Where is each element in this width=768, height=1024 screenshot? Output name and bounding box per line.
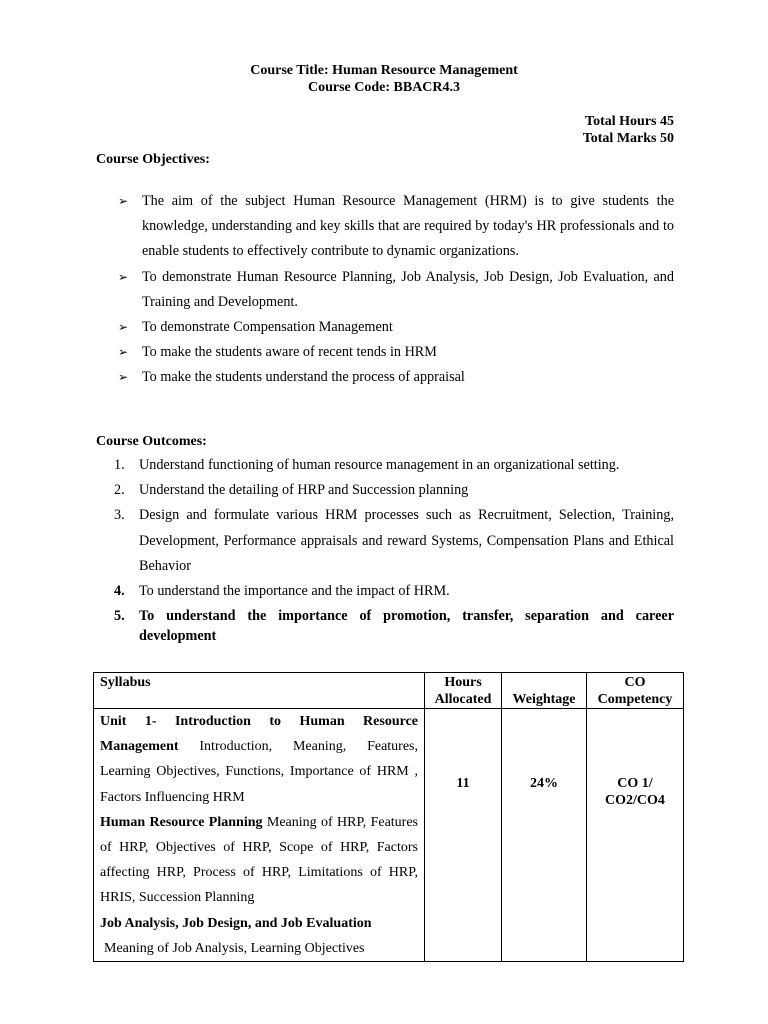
unit1-co: CO 1/ CO2/CO4 [587, 709, 684, 962]
unit1-weightage: 24% [502, 709, 587, 962]
weightage-header: Weightage [502, 673, 587, 709]
objectives-list [118, 189, 674, 391]
hrp-title: Human Resource Planning [100, 814, 263, 830]
outcome-item: 1. Understand functioning of human resource management in an organizational setting. [114, 457, 620, 473]
objective-item: ➢ To demonstrate Compensation Management [118, 315, 674, 340]
bullet-arrow-icon: ➢ [118, 320, 129, 335]
job-analysis-title: Job Analysis, Job Design, and Job Evaluation [100, 915, 372, 931]
bullet-arrow-icon: ➢ [118, 345, 129, 360]
course-code: Course Code: BBACR4.3 [307, 80, 461, 95]
objective-item: ➢ To make the students understand the process of appraisal [118, 365, 674, 390]
bullet-arrow-icon: ➢ [118, 370, 129, 385]
outcomes-heading: Course Outcomes: [96, 434, 207, 449]
syllabus-header: Syllabus [94, 673, 425, 709]
outcome-item: 3. Design and formulate various HRM processes such as Recruitment, Selection, Training, Development, Performance appraisals and reward Systems, Compensation Plans and Ethical Behavior [114, 507, 674, 574]
co-header: CO Competency [587, 673, 684, 709]
unit1-title: Unit 1- Introduction to Human Resource Management [100, 714, 418, 755]
objective-item: ➢ To make the students aware of recent tends in HRM [118, 340, 674, 365]
outcomes-list [114, 453, 674, 646]
total-marks: Total Marks 50 [582, 131, 674, 146]
bullet-arrow-icon: ➢ [118, 194, 129, 208]
objectives-heading: Course Objectives: [96, 152, 210, 167]
unit1-hours: 11 [425, 709, 502, 962]
bullet-arrow-icon: ➢ [118, 269, 129, 284]
objective-item: ➢ To demonstrate Human Resource Planning, Job Analysis, Job Design, Job Evaluation, and Training and Development. [118, 265, 674, 315]
table-row [94, 709, 684, 962]
outcome-item: 4. To understand the importance and the impact of HRM. [114, 583, 450, 600]
objective-item: ➢ The aim of the subject Human Resource Management (HRM) is to give students the knowledge, understanding and key skills that are required by today's HR professionals and to enable students to effectively contribute to dynamic organizations. [118, 189, 674, 265]
outcome-item: 5. To understand the importance of promotion, transfer, separation and career development [114, 608, 674, 644]
syllabus-table [93, 672, 684, 962]
course-title: Course Title: Human Resource Management [250, 63, 518, 78]
table-header-row [94, 673, 684, 709]
total-hours: Total Hours 45 [585, 114, 674, 129]
hours-header: Hours Allocated [425, 673, 502, 709]
unit1-syllabus-cell: Unit 1- Introduction to Human Resource Management Introduction, Meaning, Features, Learning Objectives, Functions, Importance of HRM , Factors Influencing HRM Human Resource Planning Meaning of HRP, Features of HRP, Objectives of HRP, Scope of HRP, Factors affecting HRP, Process of HRP, Limitations of HRP, HRIS, Succession Planning Job Analysis, Job Design, and Job Evaluation Meaning of Job Analysis, Learning Objectives [94, 709, 425, 962]
outcome-item: 2. Understand the detailing of HRP and Succession planning [114, 482, 469, 499]
